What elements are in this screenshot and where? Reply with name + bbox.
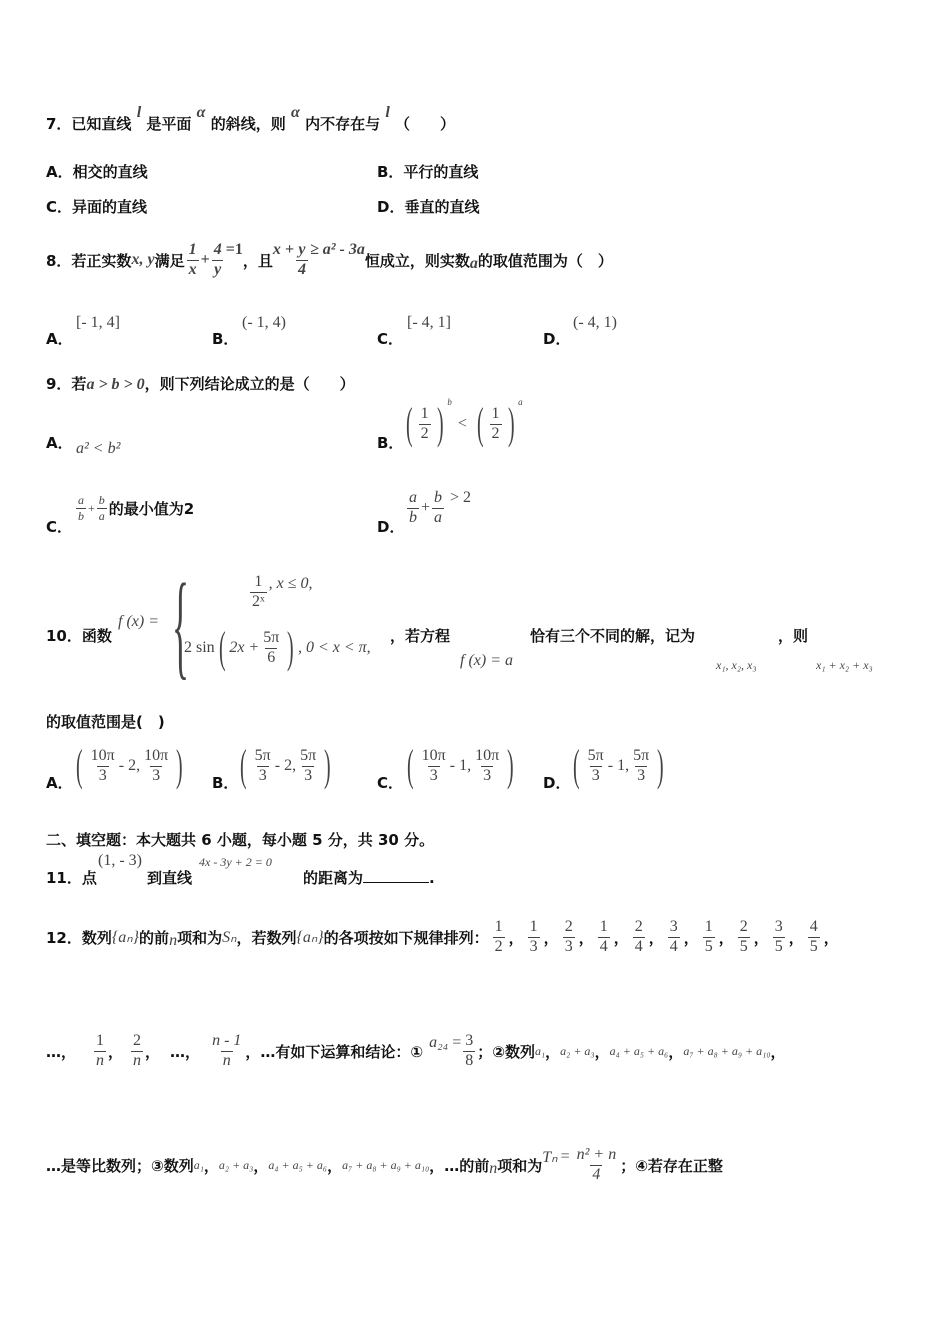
q9-option-a: a² < b² xyxy=(76,440,121,457)
q12-sequence xyxy=(489,919,839,956)
q10-option-d: ( $\frac{5\pi}{3}$ - 1, $\frac{5\pi}{3}$ ) xyxy=(573,741,664,790)
q8-option-c-label: C． xyxy=(377,330,404,348)
q12-line-1: 12．数列 {aₙ} 的前 n 项和为 Sₙ ，若数列 {aₙ} 的各项按如下规律排列： $\frac{1}{2}$ ， $\frac{1}{3}$ ， $\frac{2}{3}$ ， $\frac{1}{4}$ ， $\frac{2}{4}$ ， $\frac{3}{4}$ ， $\frac{1}{5}$ ， $\frac{2}{5}$ ， $\frac{3}{5}$ ， $\frac{4}{5}$ ， xyxy=(46,917,839,955)
q9-option-c: $\frac{a}{b}$ + $\frac{b}{a}$ 的最小值为2 xyxy=(78,493,195,523)
q10-fx: f (x) = xyxy=(118,613,159,630)
q8-option-d-label: D． xyxy=(543,330,571,348)
q8-option-a-label: A． xyxy=(46,330,73,348)
q8-option-d: (- 4, 1) xyxy=(573,314,617,331)
q8-option-a: [- 1, 4] xyxy=(76,314,120,331)
q10-prefix: 10．函数 xyxy=(46,627,112,645)
q12-line-2: …， $\frac{1}{n}$ ， $\frac{2}{n}$ ， …， $\frac{n - 1}{n}$ ，…有如下运算和结论：① a₂₄ = $\frac{3}{8}$ ；②数列 a₁ ， a₂ + a₃ ， a₄ + a₅ + a₆ ， a₇ + a₈ + a₉ + a₁₀ ， xyxy=(46,1031,786,1069)
q10-option-a-label: A． xyxy=(46,774,73,792)
q8-frac-1-x: $\frac{1}{x}$ xyxy=(188,240,197,278)
q10-roots: x₁, x₂, x₃ xyxy=(716,658,757,672)
q8-frac-y-4: $\frac{y}{4}$ xyxy=(297,240,306,278)
q12-seq-fraction: $\frac{1}{5}$ xyxy=(704,917,713,955)
q7-stem: 7．已知直线 l 是平面 α 的斜线，则 α 内不存在与 l （ ） xyxy=(46,104,456,133)
q12-seq-comma: ， xyxy=(508,928,524,947)
q12-seq-comma: ， xyxy=(823,928,839,947)
q9-stem: 9．若a > b > 0，则下列结论成立的是（ ） xyxy=(46,375,355,393)
q12-seq-comma: ， xyxy=(718,928,734,947)
q12-seq-comma: ， xyxy=(788,928,804,947)
q12-seq-fraction: $\frac{1}{3}$ xyxy=(529,917,538,955)
q10-option-a: ( $\frac{10\pi}{3}$ - 2, $\frac{10\pi}{3}$ ) xyxy=(76,741,183,790)
q10-option-d-label: D． xyxy=(543,774,571,792)
q12-seq-comma: ， xyxy=(753,928,769,947)
q10-equation: f (x) = a xyxy=(460,652,513,669)
q12-seq-fraction: $\frac{3}{5}$ xyxy=(774,917,783,955)
q10-option-b: ( $\frac{5\pi}{3}$ - 2, $\frac{5\pi}{3}$ ) xyxy=(240,741,331,790)
q12-seq-fraction: $\frac{3}{4}$ xyxy=(669,917,678,955)
q11-line: 4x - 3y + 2 = 0 xyxy=(199,855,272,869)
q12-seq-comma: ， xyxy=(648,928,664,947)
q9-option-b-label: B． xyxy=(377,434,404,452)
q12-seq-comma: ， xyxy=(683,928,699,947)
q7-option-a: A．相交的直线 xyxy=(46,163,148,181)
q11-prefix: 11．点 xyxy=(46,869,97,887)
q10-brace: { xyxy=(172,559,189,690)
q12-seq-comma: ， xyxy=(578,928,594,947)
q11-end: 的距离为 . xyxy=(303,869,435,887)
q10-option-c-label: C． xyxy=(377,774,404,792)
q12-seq-fraction: $\frac{2}{4}$ xyxy=(634,917,643,955)
q7-option-b: B．平行的直线 xyxy=(377,163,479,181)
q12-seq-comma: ， xyxy=(613,928,629,947)
q10-option-c: ( $\frac{10\pi}{3}$ - 1, $\frac{10\pi}{3}$ ) xyxy=(407,741,514,790)
q11-answer-blank[interactable] xyxy=(363,868,429,883)
q9-option-b: ( $\frac{1}{2}$ ) b < ( $\frac{1}{2}$ ) a xyxy=(406,397,523,448)
q12-seq-comma: ， xyxy=(543,928,559,947)
q10-range-text: 的取值范围是( ) xyxy=(46,713,165,731)
q10-then: ，则 xyxy=(778,627,809,645)
q8-option-b-label: B． xyxy=(212,330,239,348)
q8-option-b: (- 1, 4) xyxy=(242,314,286,331)
q11-point: (1, - 3) xyxy=(98,852,142,869)
q9-option-c-label: C． xyxy=(46,518,73,536)
q7-option-c: C．异面的直线 xyxy=(46,198,148,216)
q12-seq-fraction: $\frac{1}{2}$ xyxy=(494,917,503,955)
q12-seq-fraction: $\frac{1}{4}$ xyxy=(599,917,608,955)
q10-case-2: 2 sin ( 2x + $\frac{5\pi}{6}$ ) , 0 < x < π, xyxy=(184,623,371,672)
q10-if-eq: ，若方程 xyxy=(390,627,451,645)
q8-frac-4-y: $\frac{4}{y}$ xyxy=(213,240,222,278)
q12-seq-fraction: $\frac{2}{3}$ xyxy=(564,917,573,955)
q10-option-b-label: B． xyxy=(212,774,239,792)
q12-seq-fraction: $\frac{4}{5}$ xyxy=(809,917,818,955)
q10-case-1: $\frac{1}{\text{2ˣ}}$ , x ≤ 0, xyxy=(252,573,313,610)
q12-seq-fraction: $\frac{2}{5}$ xyxy=(739,917,748,955)
q9-option-a-label: A． xyxy=(46,434,73,452)
q10-three-solutions: 恰有三个不同的解，记为 xyxy=(530,627,696,645)
section-2-title: 二、填空题：本大题共 6 小题，每小题 5 分，共 30 分。 xyxy=(46,831,435,849)
q8-stem: 8．若正实数 x, y 满足 $\frac{1}{x}$ + $\frac{4}{y}$ =1 ，且 x + $\frac{y}{4}$ ≥ a² - 3a 恒成立，则实数 a 的取值范围为（ ） xyxy=(46,240,613,278)
q7-option-d: D．垂直的直线 xyxy=(377,198,480,216)
q12-line-3: …是等比数列；③数列 a₁ ， a₂ + a₃ ， a₄ + a₅ + a₆ ， a₇ + a₈ + a₉ + a₁₀ ，…的前 n 项和为 Tₙ = $\frac{\text{n² + n}}{4}$ ；④若存在正整 xyxy=(46,1145,723,1183)
q10-sum: x₁ + x₂ + x₃ xyxy=(816,658,873,672)
q9-option-d: $\frac{a}{b}$ + $\frac{b}{a}$ > 2 xyxy=(409,489,472,526)
q8-option-c: [- 4, 1] xyxy=(407,314,451,331)
q11-mid: 到直线 xyxy=(147,869,193,887)
q9-option-d-label: D． xyxy=(377,518,405,536)
